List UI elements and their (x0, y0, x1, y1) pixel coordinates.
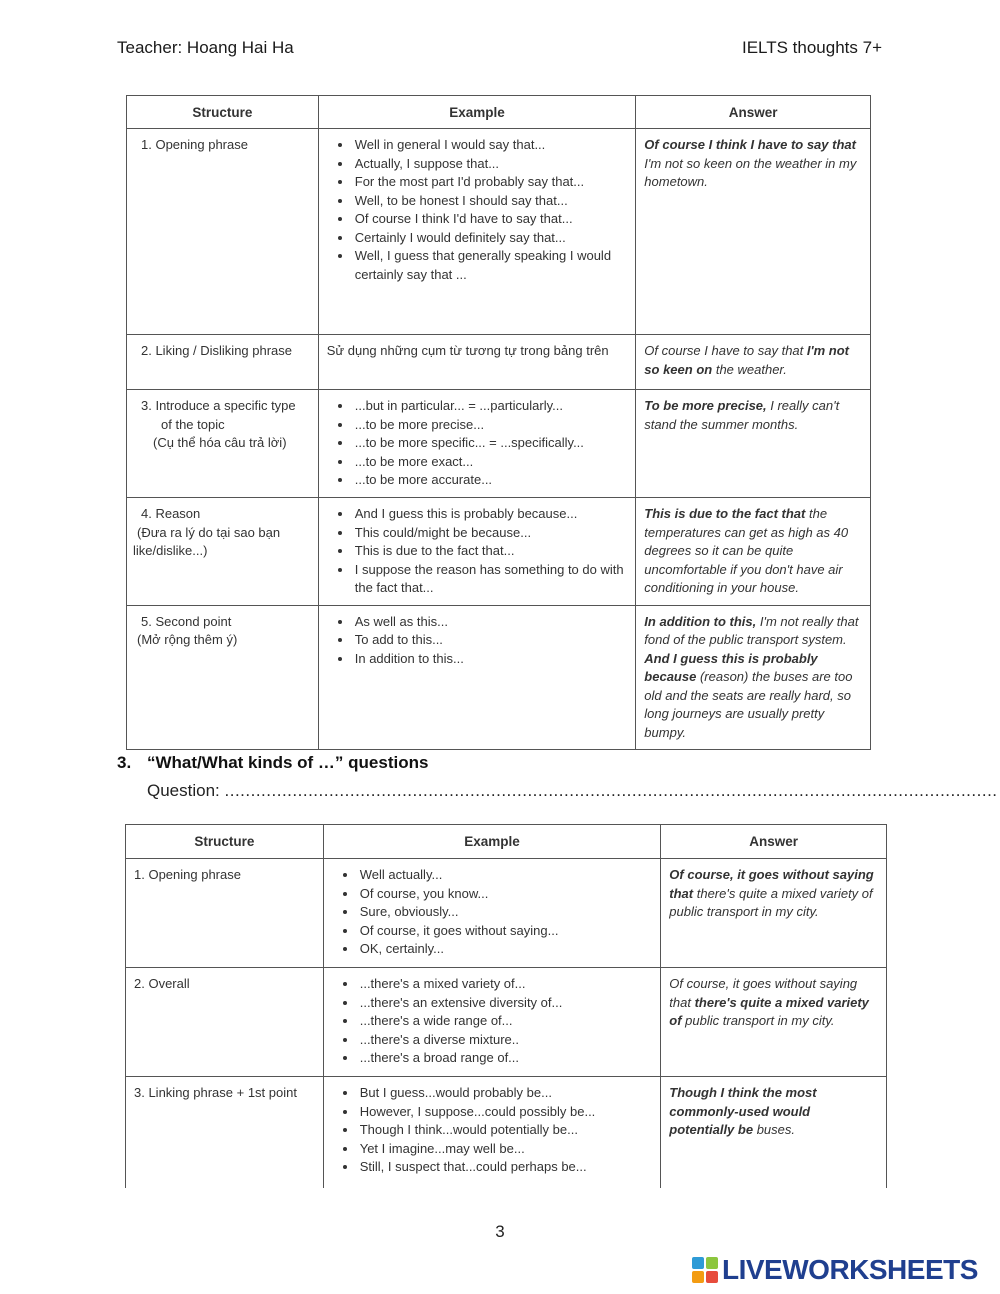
answer-bold: This is due to the fact that (644, 506, 806, 521)
course-title: IELTS thoughts 7+ (741, 38, 882, 57)
example-cell (323, 968, 661, 1077)
table-row (127, 390, 871, 498)
column-header-answer: Answer (661, 825, 887, 859)
list-item: • OK, certainly... (358, 940, 653, 959)
list-item: • But I guess...would probably be... (358, 1084, 653, 1103)
table-row (127, 129, 871, 335)
structure-label: 4. Reason (141, 506, 201, 521)
example-list (327, 397, 628, 490)
list-item: • ...to be more precise... (353, 416, 628, 435)
example-cell (323, 1077, 661, 1188)
list-item: • However, I suppose...could possibly be... (358, 1103, 653, 1122)
structure-cell (127, 498, 319, 606)
list-item: • Well actually... (358, 866, 653, 885)
example-list (327, 613, 628, 669)
answer-text: I really can't stand the summer months. (644, 398, 840, 432)
section-title: “What/What kinds of …” questions (147, 753, 429, 772)
list-item: • ...to be more exact... (353, 453, 628, 472)
answer-text: Of course I have to say that (644, 343, 807, 358)
answer-cell (636, 498, 871, 606)
column-header-example: Example (318, 96, 636, 129)
list-item: • Well in general I would say that... (353, 136, 628, 155)
structure-label: 3. Introduce a specific type (141, 398, 296, 413)
section-number: 3. (117, 753, 132, 772)
question-line (147, 781, 998, 801)
table-row (126, 968, 887, 1077)
liveworksheets-logo[interactable] (692, 1255, 978, 1285)
answer-text: (reason) the buses are too old and the seats are really hard, so long journeys are usually pretty bumpy. (644, 669, 853, 740)
list-item: • And I guess this is probably because... (353, 505, 628, 524)
example-cell (318, 605, 636, 750)
list-item: • For the most part I'd probably say that... (353, 173, 628, 192)
answer-bold: To be more precise, (644, 398, 767, 413)
list-item: • ...but in particular... = ...particularly... (353, 397, 628, 416)
structure-label: 1. Opening phrase (141, 137, 248, 152)
answer-bold: In addition to this, (644, 613, 757, 629)
list-item: • ...to be more specific... = ...specifically... (353, 434, 628, 453)
list-item: • Well, I guess that generally speaking I would certainly say that ... (353, 247, 628, 284)
structure-label: 2. Overall (134, 976, 190, 991)
answer-bold: Of course I think I have to say that (644, 137, 856, 152)
list-item: • As well as this... (353, 613, 628, 632)
answer-cell (636, 390, 871, 498)
structure-note: (Đưa ra lý do tại sao bạn (137, 524, 281, 540)
list-item: • ...there's a broad range of... (358, 1049, 653, 1068)
list-item: • Actually, I suppose that... (353, 155, 628, 174)
column-header-structure: Structure (127, 96, 319, 129)
list-item: • Of course, you know... (358, 885, 653, 904)
logo-text: LIVEWORKSHEETS (722, 1254, 978, 1285)
answer-cell (636, 605, 871, 750)
structure-cell (126, 859, 324, 968)
section-heading (117, 753, 428, 773)
question-label: Question: (147, 781, 225, 800)
teacher-name: Teacher: Hoang Hai Ha (117, 38, 294, 57)
structure-label: 5. Second point (141, 613, 232, 629)
list-item: • Of course, it goes without saying... (358, 922, 653, 941)
page-number: 3 (495, 1222, 505, 1241)
structure-cell (127, 390, 319, 498)
answer-cell (661, 968, 887, 1077)
example-cell (318, 390, 636, 498)
table-row (126, 1077, 887, 1188)
example-cell (318, 498, 636, 606)
answer-bold: there's quite a mixed variety of (669, 994, 869, 1028)
example-cell (323, 859, 661, 968)
table-row (126, 859, 887, 968)
structure-note: (Mở rộng thêm ý) (137, 632, 238, 647)
list-item: • ...there's an extensive diversity of... (358, 994, 653, 1013)
answer-bold: Of course, it goes without saying that (669, 867, 874, 901)
table-row (127, 335, 871, 390)
question-blank[interactable]: .................................................................................................................................................... (224, 781, 998, 800)
structure-note: (Cụ thể hóa câu trả lời) (153, 435, 287, 450)
list-item: • ...there's a wide range of... (358, 1012, 653, 1031)
list-item: • ...to be more accurate... (353, 471, 628, 490)
structure-table-1 (126, 95, 871, 750)
list-item: • I suppose the reason has something to do with the fact that... (353, 561, 628, 598)
list-item: • Of course I think I'd have to say that... (353, 210, 628, 229)
answer-text: I'm not really that fond of the public transport system. (644, 613, 859, 647)
answer-text: Of course, it goes without saying that (669, 976, 858, 1010)
answer-text: buses. (753, 1122, 795, 1137)
example-list (327, 505, 628, 598)
list-item: • To add to this... (353, 631, 628, 650)
answer-text: public transport in my city. (681, 1013, 835, 1028)
example-list (327, 136, 628, 284)
answer-cell (636, 335, 871, 390)
answer-cell (636, 129, 871, 335)
structure-cell (127, 605, 319, 750)
list-item: • This could/might be because... (353, 524, 628, 543)
structure-note: like/dislike...) (133, 543, 208, 558)
answer-text: there's quite a mixed variety of public transport in my city. (669, 885, 873, 919)
list-item: • Still, I suspect that...could perhaps be... (358, 1158, 653, 1177)
structure-cell (126, 1077, 324, 1188)
list-item: • Well, to be honest I should say that... (353, 192, 628, 211)
example-list (332, 866, 653, 959)
structure-cell (127, 129, 319, 335)
answer-text: the weather. (712, 361, 787, 377)
answer-text: the temperatures can get as high as 40 degrees so it can be quite uncomfortable if you don't have air conditioning in your house. (644, 506, 849, 595)
column-header-example: Example (323, 825, 661, 859)
table-row (127, 605, 871, 750)
list-item: • In addition to this... (353, 650, 628, 669)
example-cell: Sử dụng những cụm từ tương tự trong bảng trên (318, 335, 636, 390)
structure-label: 1. Opening phrase (134, 867, 241, 882)
structure-label: 2. Liking / Disliking phrase (141, 343, 293, 358)
column-header-structure: Structure (126, 825, 324, 859)
table-row (127, 498, 871, 606)
list-item: • ...there's a mixed variety of... (358, 975, 653, 994)
column-header-answer: Answer (636, 96, 871, 129)
structure-cell (127, 335, 319, 390)
structure-cell (126, 968, 324, 1077)
list-item: • This is due to the fact that... (353, 542, 628, 561)
logo-mark-icon (692, 1257, 718, 1283)
list-item: • Though I think...would potentially be... (358, 1121, 653, 1140)
answer-cell (661, 1077, 887, 1188)
list-item: • Certainly I would definitely say that... (353, 229, 628, 248)
answer-cell (661, 859, 887, 968)
example-cell (318, 129, 636, 335)
list-item: • Sure, obviously... (358, 903, 653, 922)
list-item: • Yet I imagine...may well be... (358, 1140, 653, 1159)
answer-bold: Though I think the most commonly-used would potentially be (669, 1085, 817, 1137)
answer-bold: I'm not so keen on (644, 343, 849, 377)
example-list (332, 1084, 653, 1177)
structure-label: 3. Linking phrase + 1st point (134, 1085, 297, 1100)
answer-text: I'm not so keen on the weather in my hometown. (644, 155, 857, 189)
list-item: • ...there's a diverse mixture.. (358, 1031, 653, 1050)
structure-label: of the topic (161, 416, 225, 432)
example-list (332, 975, 653, 1068)
structure-table-2 (125, 824, 887, 1188)
answer-bold: And I guess this is probably because (644, 650, 818, 684)
